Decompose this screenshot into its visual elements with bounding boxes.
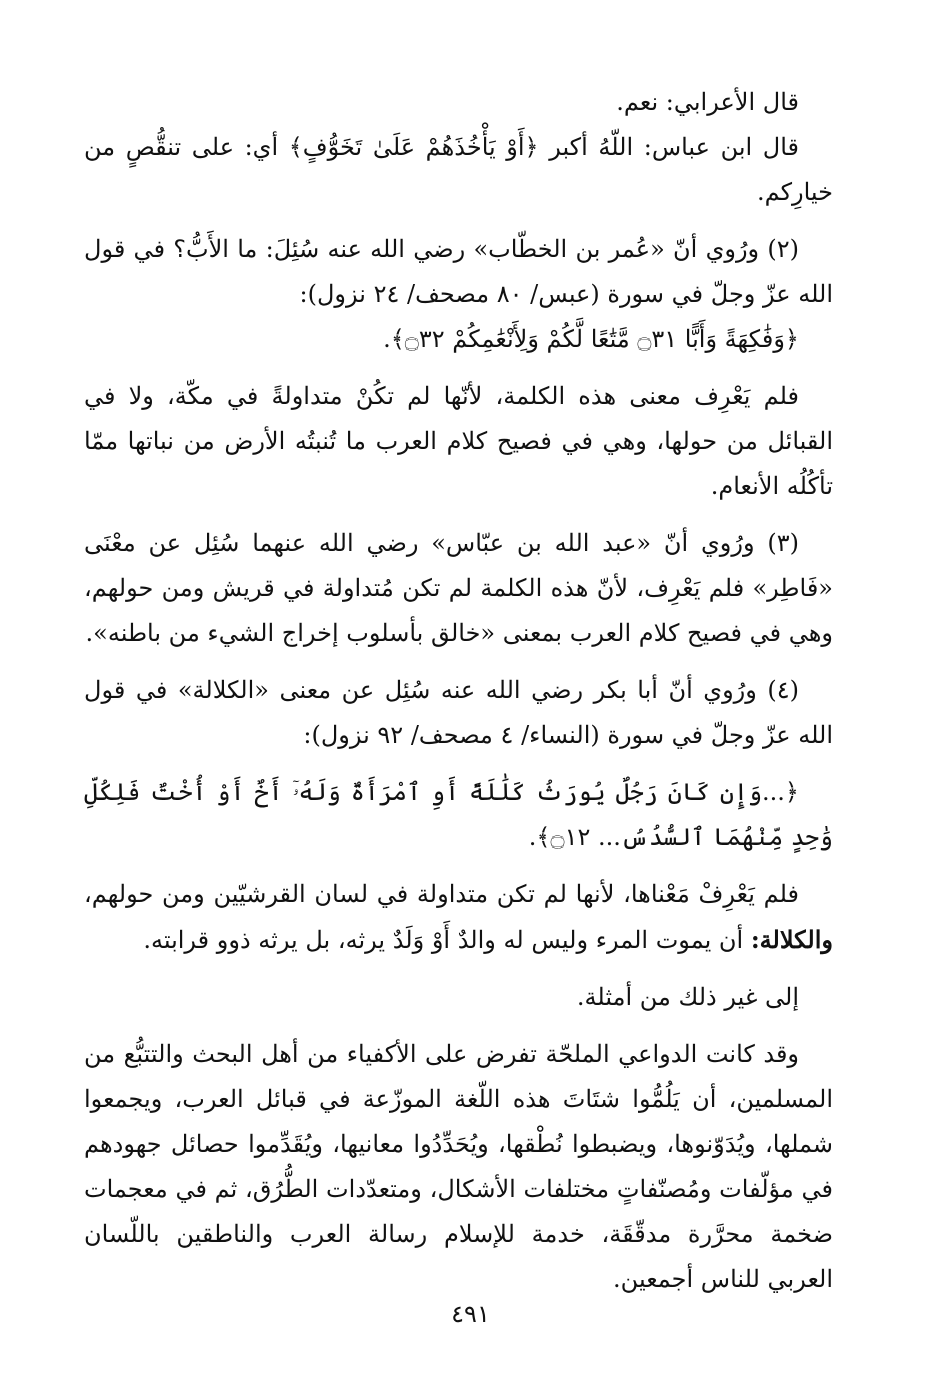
paragraph-abu-bakr: (٤) ورُوي أنّ أبا بكر رضي الله عنه سُئِل عن معنى «الكلالة» في قول الله عزّ وجلّ في سورة (النساء/ ٤ مصحف/ ٩٢ نزول): xyxy=(84,676,833,749)
kalala-intro: فلم يَعْرِفْ مَعْناها، لأنها لم تكن متداولة في لسان القرشيّين ومن حولهم، xyxy=(84,880,799,908)
page-number: ٤٩١ xyxy=(451,1300,490,1328)
paragraph-other-examples: إلى غير ذلك من أمثلة. xyxy=(576,983,799,1011)
kalala-term: والكلالة: xyxy=(750,925,833,954)
quran-verse-nisa: ﴿...وَإِن كَانَ رَجُلٌ يُورَثُ كَلَٰلَةً أَوِ ٱمْرَأَةٌ وَلَهُۥٓ أَخٌ أَوْ أُخْتٌ فَلِكُلِّ وَٰحِدٍ مِّنْهُمَا ٱلسُّدُسُ... ۝١٢﴾. xyxy=(84,778,833,851)
paragraph-fatir: (٣) ورُوي أنّ «عبد الله بن عبّاس» رضي الله عنهما سُئِل عن معْنَى «فَاطِر» فلم يَعْرِف، لأنّ هذه الكلمة لم تكن مُتداولة في قريش ومن حولهم، وهي في فصيح كلام العرب بمعنى «خالق بأسلوب إخراج الشيء من باطنه». xyxy=(84,529,833,647)
paragraph-kalala-meaning xyxy=(84,872,833,963)
paragraph-ibn-abbas: قال ابن عباس: اللّهُ أكبر ﴿أَوْ يَأْخُذَهُمْ عَلَىٰ تَخَوُّفٍ﴾ أي: على تنقُّصٍ من خيارِكم. xyxy=(84,133,833,206)
paragraph-arab-reply: قال الأعرابي: نعم. xyxy=(616,88,799,116)
page-body xyxy=(84,80,833,1302)
paragraph-abb-meaning: فلم يَعْرِف معنى هذه الكلمة، لأنّها لم تكُنْ متداولةً في مكّة، ولا في القبائل من حولها، وهي في فصيح كلام العرب ما تُنبتُه الأرض من نباتها ممّا تأكُلُه الأنعام. xyxy=(84,382,833,500)
kalala-definition: أن يموت المرء وليس له والدٌ أَوْ وَلَدٌ يرثه، بل يرثه ذوو قرابته. xyxy=(143,926,744,954)
paragraph-motives: وقد كانت الدواعي الملحّة تفرض على الأكفياء من أهل البحث والتتبُّع من المسلمين، أن يَلُمُّوا شتَاتَ هذه اللّغة الموزّعة في قبائل العرب، ويجمعوا شملها، ويُدَوّنوها، ويضبطوا نُطْقها، ويُحَدِّدُوا معانيها، ويُقَدِّموا حصائل جهودهم في مؤلّفات ومُصنّفاتٍ مختلفات الأشكال، ومتعدّدات الطُّرُق، ثم في معجمات ضخمة محرَّرة مدقّقَة، خدمة للإسلام رسالة العرب والناطقين باللّسان العربي للناس أجمعين. xyxy=(84,1040,833,1293)
paragraph-umar: (٢) ورُوي أنّ «عُمر بن الخطّاب» رضي الله عنه سُئِلَ: ما الأَبُّ؟ في قول الله عزّ وجلّ في سورة (عبس/ ٨٠ مصحف/ ٢٤ نزول): xyxy=(84,235,833,308)
quran-verse-abasa: ﴿وَفَٰكِهَةً وَأَبًّا ۝٣١ مَّتَٰعًا لَّكُمْ وَلِأَنْعَٰمِكُمْ ۝٣٢﴾. xyxy=(383,325,799,353)
